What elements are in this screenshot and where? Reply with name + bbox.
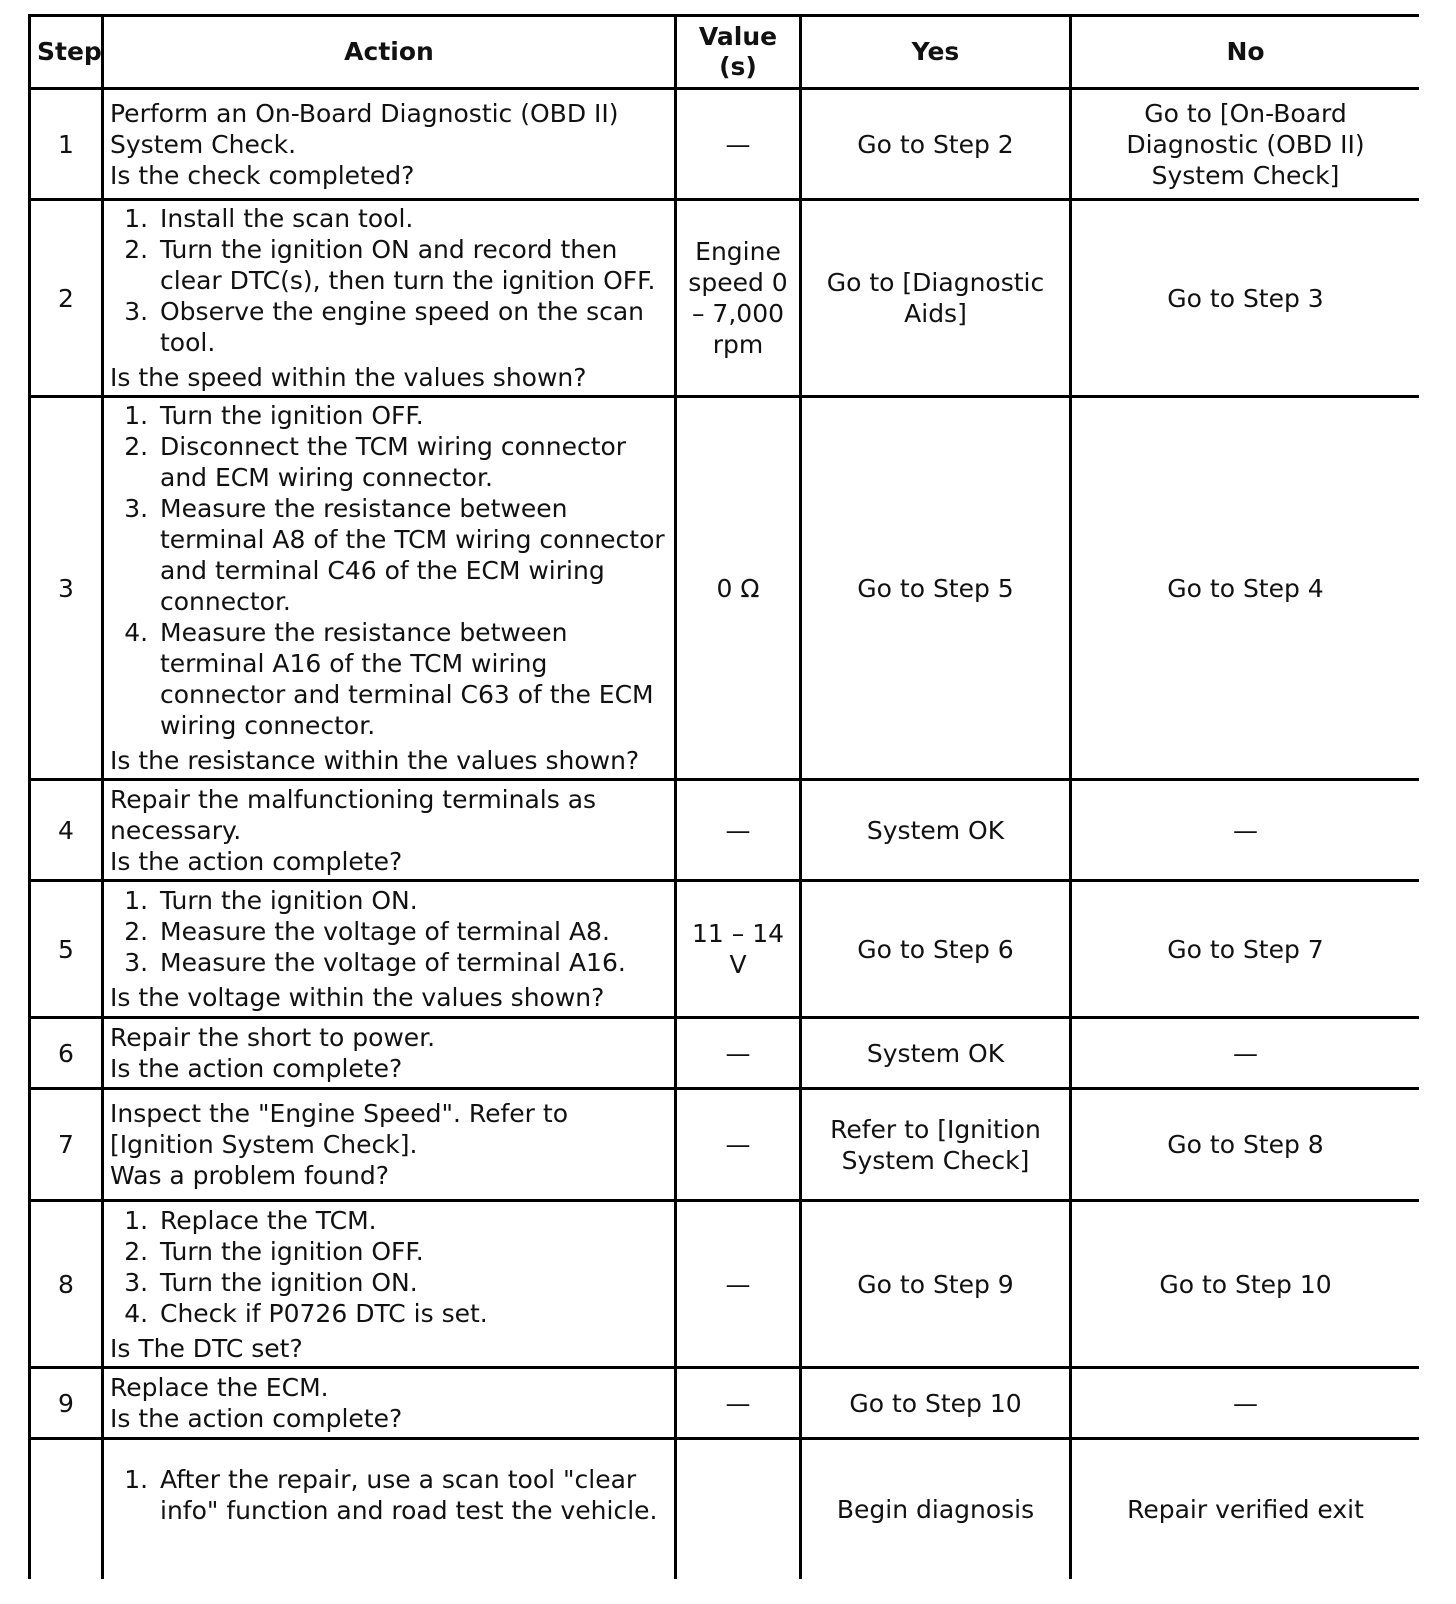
header-yes: Yes: [801, 16, 1071, 89]
action-question: Is the speed within the values shown?: [110, 363, 587, 392]
action-cell: [103, 1201, 676, 1368]
no-cell: Go to Step 3: [1071, 200, 1420, 397]
step-number: [30, 1439, 103, 1579]
action-question: Was a problem found?: [110, 1161, 389, 1190]
value-cell: —: [676, 1018, 801, 1089]
action-intro: Repair the short to power.: [110, 1023, 436, 1052]
action-step: 1. Replace the TCM.: [156, 1205, 668, 1236]
yes-cell: System OK: [801, 780, 1071, 881]
value-cell: —: [676, 1201, 801, 1368]
action-step: 2. Turn the ignition OFF.: [156, 1236, 668, 1267]
yes-cell: System OK: [801, 1018, 1071, 1089]
value-cell: Engine speed 0 – 7,000 rpm: [676, 200, 801, 397]
action-steps: [110, 203, 668, 358]
table-row: [30, 89, 1420, 200]
action-step: 2. Turn the ignition ON and record then clear DTC(s), then turn the ignition OFF.: [156, 234, 668, 296]
no-cell: —: [1071, 1018, 1420, 1089]
value-cell: [676, 1439, 801, 1579]
no-cell: Go to Step 8: [1071, 1089, 1420, 1201]
table-row: [30, 397, 1420, 780]
action-question: Is the action complete?: [110, 1404, 403, 1433]
no-cell: —: [1071, 1368, 1420, 1439]
action-cell: [103, 780, 676, 881]
action-step: 4. Check if P0726 DTC is set.: [156, 1298, 668, 1329]
action-intro: Repair the malfunctioning terminals as necessary.: [110, 784, 597, 845]
action-intro: Perform an On-Board Diagnostic (OBD II) System Check.: [110, 98, 619, 159]
yes-cell: Go to Step 2: [801, 89, 1071, 200]
action-step: 3. Measure the voltage of terminal A16.: [156, 947, 668, 978]
step-number: 4: [30, 780, 103, 881]
no-cell: Go to Step 4: [1071, 397, 1420, 780]
action-step: 3. Measure the resistance between terminal A8 of the TCM wiring connector and terminal C46 of the ECM wiring connector.: [156, 493, 668, 617]
action-question: Is the voltage within the values shown?: [110, 983, 605, 1012]
action-cell: [103, 200, 676, 397]
action-question: Is the action complete?: [110, 1054, 403, 1083]
yes-cell: Refer to [Ignition System Check]: [801, 1089, 1071, 1201]
table-row: [30, 200, 1420, 397]
table-row: [30, 1201, 1420, 1368]
no-cell: Go to Step 7: [1071, 881, 1420, 1018]
table-row: [30, 1368, 1420, 1439]
action-steps: [110, 885, 668, 978]
action-cell: [103, 1018, 676, 1089]
yes-cell: Begin diagnosis: [801, 1439, 1071, 1579]
action-steps: [110, 1464, 668, 1526]
yes-cell: Go to Step 10: [801, 1368, 1071, 1439]
action-question: Is the action complete?: [110, 846, 403, 876]
no-cell: Repair verified exit: [1071, 1439, 1420, 1579]
action-intro: Inspect the "Engine Speed". Refer to [Ignition System Check].: [110, 1099, 568, 1159]
header-no: No: [1071, 16, 1420, 89]
yes-cell: Go to Step 9: [801, 1201, 1071, 1368]
step-number: 2: [30, 200, 103, 397]
step-number: 3: [30, 397, 103, 780]
header-step: Step: [30, 16, 103, 89]
diagnostic-table: [28, 14, 1419, 1579]
action-cell: [103, 1439, 676, 1579]
step-number: 6: [30, 1018, 103, 1089]
action-steps: [110, 400, 668, 741]
value-cell: —: [676, 89, 801, 200]
action-step: 2. Measure the voltage of terminal A8.: [156, 916, 668, 947]
header-action: Action: [103, 16, 676, 89]
step-number: 9: [30, 1368, 103, 1439]
yes-cell: Go to Step 6: [801, 881, 1071, 1018]
action-question: Is the resistance within the values shown?: [110, 746, 640, 775]
step-number: 8: [30, 1201, 103, 1368]
action-step: 1. After the repair, use a scan tool "clear info" function and road test the vehicle.: [156, 1464, 668, 1526]
table-row: [30, 780, 1420, 881]
step-number: 5: [30, 881, 103, 1018]
step-number: 7: [30, 1089, 103, 1201]
action-step: 4. Measure the resistance between terminal A16 of the TCM wiring connector and terminal C63 of the ECM wiring connector.: [156, 617, 668, 741]
step-number: 1: [30, 89, 103, 200]
table-row: [30, 1089, 1420, 1201]
action-cell: [103, 1368, 676, 1439]
diagnostic-table-container: [28, 14, 1419, 1584]
value-cell: —: [676, 780, 801, 881]
action-question: Is The DTC set?: [110, 1333, 303, 1363]
action-step: 3. Observe the engine speed on the scan tool.: [156, 296, 668, 358]
action-cell: [103, 397, 676, 780]
header-row: [30, 16, 1420, 89]
no-cell: Go to Step 10: [1071, 1201, 1420, 1368]
value-cell: 0 Ω: [676, 397, 801, 780]
action-step: 1. Install the scan tool.: [156, 203, 668, 234]
table-body: [30, 89, 1420, 1579]
table-row: [30, 1018, 1420, 1089]
action-step: 1. Turn the ignition ON.: [156, 885, 668, 916]
action-question: Is the check completed?: [110, 160, 415, 190]
action-cell: [103, 89, 676, 200]
action-step: 1. Turn the ignition OFF.: [156, 400, 668, 431]
yes-cell: Go to [Diagnostic Aids]: [801, 200, 1071, 397]
action-intro: Replace the ECM.: [110, 1373, 329, 1402]
action-step: 3. Turn the ignition ON.: [156, 1267, 668, 1298]
action-steps: [110, 1205, 668, 1329]
yes-cell: Go to Step 5: [801, 397, 1071, 780]
no-cell: —: [1071, 780, 1420, 881]
value-cell: —: [676, 1089, 801, 1201]
action-step: 2. Disconnect the TCM wiring connector and ECM wiring connector.: [156, 431, 668, 493]
header-value: Value (s): [676, 16, 801, 89]
table-row: [30, 1439, 1420, 1579]
no-cell: Go to [On-Board Diagnostic (OBD II) System Check]: [1071, 89, 1420, 200]
value-cell: —: [676, 1368, 801, 1439]
action-cell: [103, 1089, 676, 1201]
value-cell: 11 – 14 V: [676, 881, 801, 1018]
table-row: [30, 881, 1420, 1018]
action-cell: [103, 881, 676, 1018]
